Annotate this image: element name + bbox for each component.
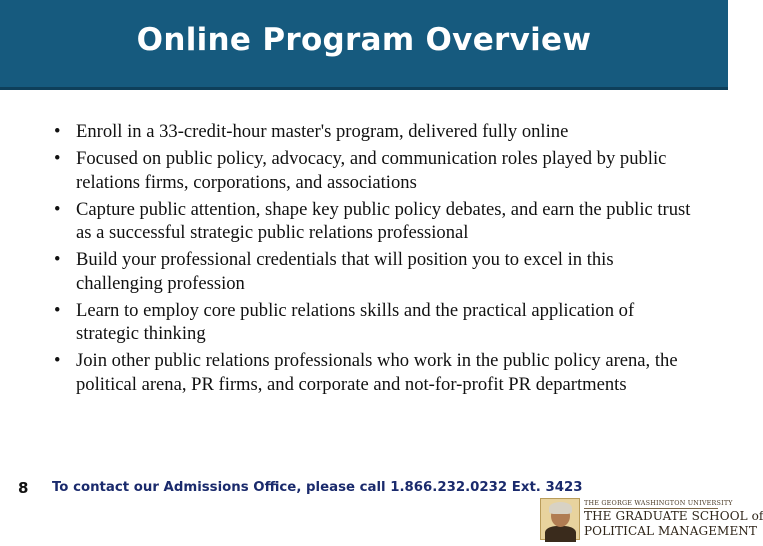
bullet-item [54, 349, 694, 396]
logo-university-name: THE GEORGE WASHINGTON UNIVERSITY [584, 499, 733, 507]
bullet-item [54, 248, 694, 295]
bullet-icon: • [54, 121, 61, 142]
school-logo [540, 498, 763, 540]
bullet-text: Capture public attention, shape key public policy debates, and earn the public trust as a successful strategic public relations professional [76, 198, 691, 244]
bullet-text: Learn to employ core public relations skills and the practical application of strategic thinking [76, 299, 635, 345]
bullet-text: Join other public relations professionals who work in the public policy arena, the political arena, PR firms, and corporate and not-for-profit PR departments [76, 350, 678, 395]
bullet-text: Enroll in a 33-credit-hour master's program, delivered fully online [76, 121, 569, 142]
bullet-item [54, 120, 694, 144]
bullet-item [54, 299, 694, 346]
bullet-item [54, 147, 694, 194]
bullet-icon: • [54, 148, 61, 170]
bullet-text: Build your professional credentials that will position you to excel in this challenging profession [76, 249, 614, 294]
admissions-contact: To contact our Admissions Office, please call 1.866.232.0232 Ext. 3423 [52, 480, 583, 495]
logo-school-line2: POLITICAL MANAGEMENT [584, 524, 758, 538]
bullet-icon: • [54, 249, 61, 271]
bullet-item [54, 198, 694, 245]
washington-portrait-icon [540, 498, 580, 540]
bullet-list [54, 120, 694, 400]
bullet-icon: • [54, 198, 61, 220]
logo-school-line1: THE GRADUATE SCHOOL of [584, 509, 763, 523]
slide-title: Online Program Overview [136, 22, 592, 58]
bullet-icon: • [54, 299, 61, 321]
bullet-text: Focused on public policy, advocacy, and communication roles played by public relations firms, corporations, and associations [76, 148, 667, 193]
bullet-icon: • [54, 350, 61, 372]
title-bar [0, 0, 728, 90]
page-number: 8 [18, 479, 29, 497]
